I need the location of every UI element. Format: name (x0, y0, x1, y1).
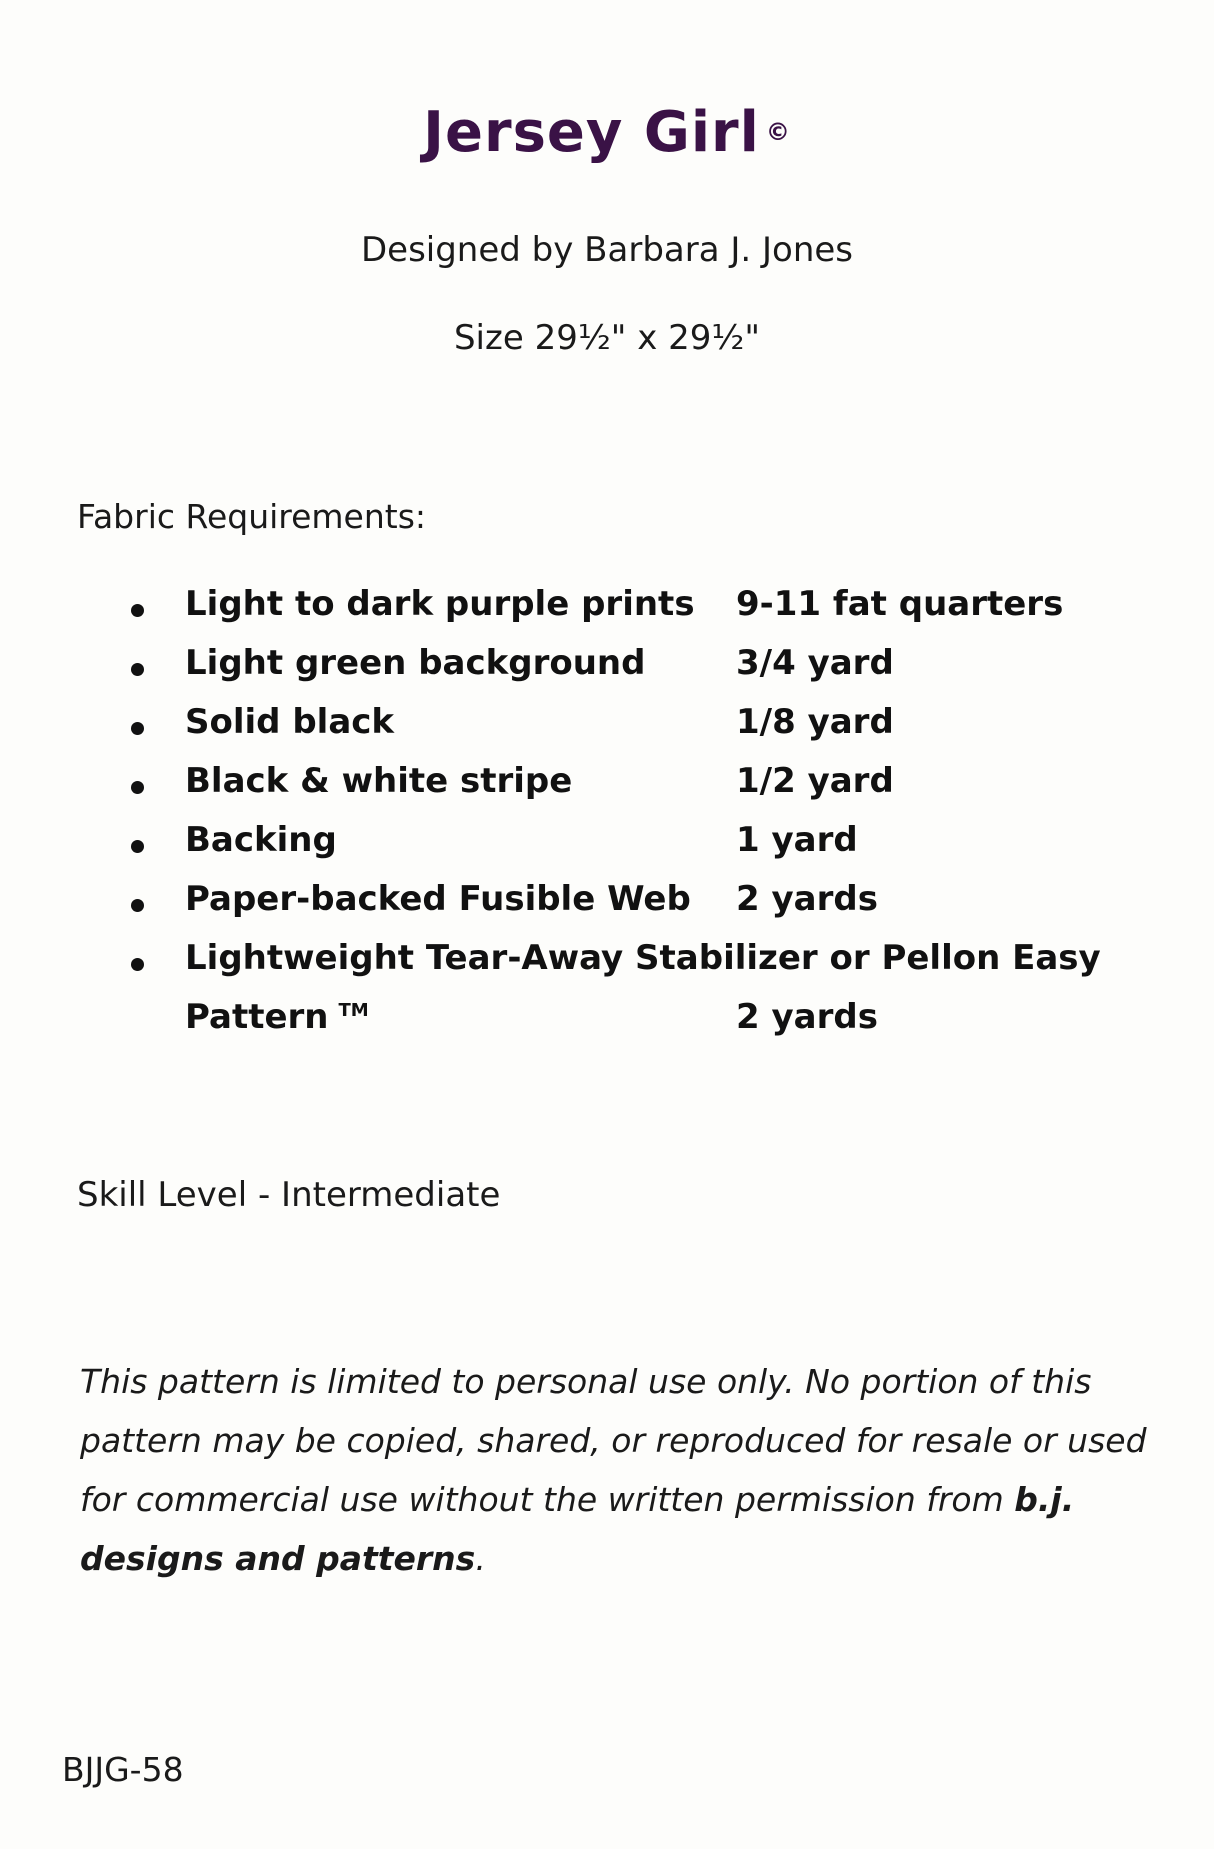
trademark-symbol: TM (338, 999, 369, 1021)
designer-byline: Designed by Barbara J. Jones (360, 230, 854, 270)
list-item (0, 584, 1214, 643)
list-item (0, 643, 1214, 702)
bullet-icon (131, 899, 144, 912)
fabric-quantity: 2 yards (736, 997, 878, 1037)
fabric-item-text: Pattern (185, 997, 329, 1037)
notice-text: This pattern is limited to personal use only. No portion of this pattern may be copied, shared, or reproduced for resale or used for commercial use without the written permission from (80, 1362, 1147, 1519)
fabric-quantity: 1/2 yard (736, 761, 894, 801)
fabric-requirements-heading: Fabric Requirements: (77, 497, 427, 536)
fabric-quantity: 1 yard (736, 820, 858, 860)
fabric-quantity: 2 yards (736, 879, 878, 919)
pattern-title (0, 100, 1214, 165)
bullet-icon (131, 958, 144, 971)
list-item (0, 702, 1214, 761)
fabric-item: Solid black (185, 702, 395, 742)
fabric-item: Light to dark purple prints (185, 584, 695, 624)
pattern-code: BJJG-58 (62, 1750, 184, 1789)
list-item (0, 820, 1214, 879)
list-item (0, 761, 1214, 820)
bullet-icon (131, 781, 144, 794)
fabric-quantity: 1/8 yard (736, 702, 894, 742)
list-item-continuation (0, 997, 1214, 1056)
skill-level: Skill Level - Intermediate (77, 1175, 501, 1215)
company-name: b.j. designs and patterns (80, 1480, 1075, 1578)
list-item (0, 879, 1214, 938)
fabric-item: Paper-backed Fusible Web (185, 879, 691, 919)
fabric-item: Light green background (185, 643, 646, 683)
title-text: Jersey Girl (423, 100, 760, 165)
fabric-quantity: 3/4 yard (736, 643, 894, 683)
fabric-quantity: 9-11 fat quarters (736, 584, 1064, 624)
fabric-item: Lightweight Tear-Away Stabilizer or Pellon Easy (185, 938, 1101, 978)
bullet-icon (131, 663, 144, 676)
fabric-requirements-list (0, 584, 1214, 1056)
fabric-item: Black & white stripe (185, 761, 573, 801)
usage-notice (80, 1352, 1160, 1588)
bullet-icon (131, 722, 144, 735)
bullet-icon (131, 604, 144, 617)
fabric-item: Backing (185, 820, 337, 860)
fabric-item (185, 997, 369, 1037)
quilt-size: Size 29½" x 29½" (453, 318, 761, 358)
bullet-icon (131, 840, 144, 853)
list-item (0, 938, 1214, 997)
copyright-symbol: © (765, 117, 791, 146)
notice-end: . (475, 1539, 486, 1578)
